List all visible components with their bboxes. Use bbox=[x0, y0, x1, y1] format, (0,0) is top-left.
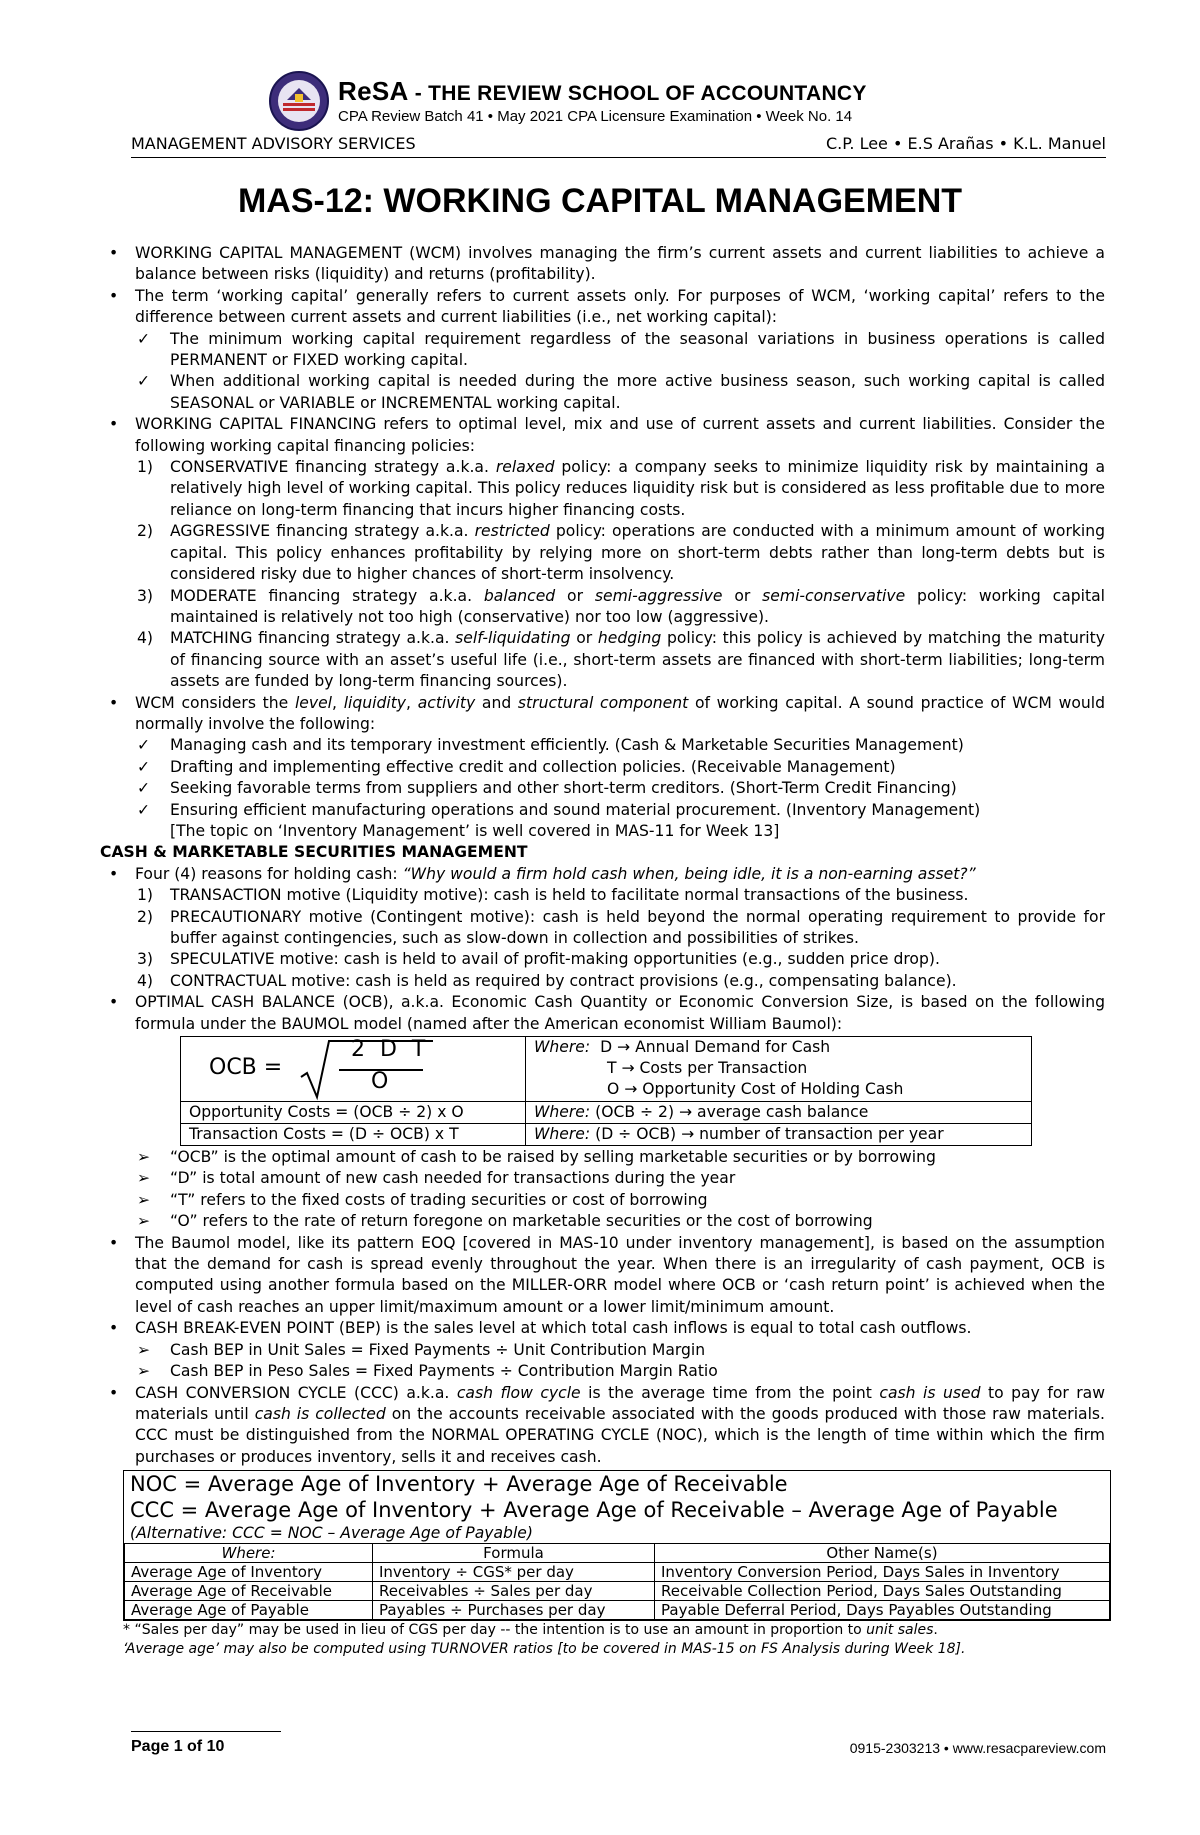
paragraph-text: “O” refers to the rate of return foregone on marketable securities or the cost of borrowing bbox=[170, 1212, 873, 1231]
list-item: • The Baumol model, like its pattern EOQ [covered in MAS-10 under inventory management], is based on the assumption that the demand for cash is spread evenly throughout the year. When there is an irregularity of cash payment, OCB is computed using another formula based on the MILLER-ORR model where OCB or ‘cash return point’ is achieved when the level of cash reaches an upper limit/maximum amount or a lower limit/minimum amount. bbox=[109, 1233, 1105, 1316]
where-label: Where: bbox=[534, 1038, 591, 1057]
note-line bbox=[135, 821, 1105, 842]
italic-run: semi-aggressive bbox=[594, 586, 723, 605]
paragraph-text: Managing cash and its temporary investment efficiently. (Cash & Marketable Securities Management) bbox=[170, 736, 964, 755]
column-header: Where: bbox=[125, 1544, 373, 1563]
italic-run: balanced bbox=[483, 586, 556, 605]
table-cell: Inventory Conversion Period, Days Sales in Inventory bbox=[655, 1563, 1110, 1582]
paragraph-text: The Baumol model, like its pattern EOQ [covered in MAS-10 under inventory management], is based on the assumption that the demand for cash is spread evenly throughout the year. When there is an irregularity of cash payment, OCB is computed using another formula based on the MILLER-ORR model where OCB or ‘cash return point’ is achieved when the level of cash reaches an upper limit/maximum amount or a lower limit/minimum amount. bbox=[135, 1233, 1105, 1316]
noc-ccc-box bbox=[123, 1470, 1111, 1621]
italic-run: relaxed bbox=[495, 458, 555, 477]
authors-label: C.P. Lee • E.S Arañas • K.L. Manuel bbox=[825, 134, 1106, 153]
list-item: • CASH BREAK-EVEN POINT (BEP) is the sales level at which total cash inflows is equal to total cash outflows. bbox=[109, 1319, 972, 1338]
paragraph-text: [The topic on ‘Inventory Management’ is well covered in MAS-11 for Week 13] bbox=[170, 821, 780, 840]
italic-run: “Why would a firm hold cash when, being idle, it is a non-earning asset?” bbox=[402, 864, 976, 883]
table-cell: Receivable Collection Period, Days Sales Outstanding bbox=[655, 1582, 1110, 1601]
table-cell: Payables ÷ Purchases per day bbox=[373, 1601, 655, 1620]
opportunity-where bbox=[526, 1102, 1032, 1124]
text-run: policy: this policy is achieved by matching the maturity of financing source with an asset’s useful life (i.e., short-term assets are financed with short-term liabilities; long-term assets are funded by long-term financing sources). bbox=[170, 629, 1105, 691]
arrow-item: ➢ “OCB” is the optimal amount of cash to be raised by selling marketable securities or by borrowing bbox=[137, 1148, 936, 1167]
batch-line: CPA Review Batch 41 • May 2021 CPA Licensure Examination • Week No. 14 bbox=[338, 108, 853, 125]
italic-run: structural component bbox=[517, 693, 689, 712]
list-item: • Four (4) reasons for holding cash: “Why would a firm hold cash when, being idle, it is a non-earning asset?” bbox=[109, 864, 976, 883]
text-run: CASH CONVERSION CYCLE (CCC) a.k.a. bbox=[135, 1383, 457, 1402]
table-row bbox=[125, 1563, 1110, 1582]
where-label: Where: bbox=[534, 1103, 591, 1122]
italic-run: semi-conservative bbox=[762, 586, 906, 605]
average-age-table bbox=[124, 1543, 1110, 1620]
arrow-item: ➢ “D” is total amount of new cash needed for transactions during the year bbox=[137, 1169, 736, 1188]
resa-logo-icon bbox=[268, 70, 330, 132]
header bbox=[268, 66, 968, 130]
text-run: or bbox=[555, 586, 595, 605]
paragraph-text: WORKING CAPITAL FINANCING refers to optimal level, mix and use of current assets and current liabilities. Consider the following working capital financing policies: bbox=[135, 415, 1105, 455]
contact-info: 0915-2303213 • www.resacpareview.com bbox=[849, 1740, 1106, 1756]
text-run: or bbox=[722, 586, 763, 605]
numbered-item: 2) AGGRESSIVE financing strategy a.k.a. restricted policy: operations are conducted with a minimum amount of working capital. This policy enhances profitability by relying more on short-term debts rather than long-term debts but is considered risky due to higher chances of short-term insolvency. bbox=[137, 522, 1106, 584]
column-header: Formula bbox=[373, 1544, 655, 1563]
check-item: ✓ The minimum working capital requirement regardless of the seasonal variations in business operations is called PERMANENT or FIXED working capital. bbox=[137, 329, 1105, 370]
text-run: . bbox=[933, 1622, 938, 1639]
transaction-where bbox=[526, 1124, 1032, 1146]
check-item: ✓ Drafting and implementing effective credit and collection policies. (Receivable Management) bbox=[137, 757, 896, 776]
ocb-denominator: O bbox=[371, 1069, 389, 1095]
check-item: ✓ Seeking favorable terms from suppliers and other short-term creditors. (Short-Term Credit Financing) bbox=[137, 779, 957, 798]
check-item: ✓ Ensuring efficient manufacturing operations and sound material procurement. (Inventory Management) bbox=[137, 800, 981, 819]
arrow-item: ➢ “T” refers to the fixed costs of trading securities or cost of borrowing bbox=[137, 1190, 708, 1209]
subheader bbox=[131, 132, 1106, 158]
italic-run: liquidity bbox=[343, 693, 407, 712]
numbered-item: 4) MATCHING financing strategy a.k.a. self-liquidating or hedging policy: this policy is achieved by matching the maturity of financing source with an asset’s useful life (i.e., short-term assets are financed with short-term liabilities; long-term assets are funded by long-term financing sources). bbox=[137, 629, 1105, 691]
text-run: * “Sales per day” may be used in lieu of CGS per day -- the intention is to use an amount in proportion to bbox=[123, 1622, 867, 1639]
text-run: on the accounts receivable associated with the goods produced with those raw materials. CCC must be distinguished from the NORMAL OPERATING CYCLE (NOC), which is the length of time within which the firm purchases or produces inventory, sells it and receives cash. bbox=[135, 1404, 1105, 1466]
paragraph-text: The term ‘working capital’ generally refers to current assets only. For purposes of WCM, ‘working capital’ refers to the difference between current assets and current liabilities (i.e., net working capital): bbox=[135, 286, 1105, 327]
text-run: , bbox=[406, 693, 418, 712]
text-run: to pay for raw materials until bbox=[135, 1383, 1105, 1423]
text-run: MODERATE financing strategy a.k.a. bbox=[170, 586, 484, 605]
paragraph-text: SPECULATIVE motive: cash is held to avail of profit-making opportunities (e.g., sudden price drop). bbox=[170, 950, 940, 969]
brand-main: ReSA bbox=[338, 76, 409, 106]
paragraph-text: “T” refers to the fixed costs of trading securities or cost of borrowing bbox=[170, 1190, 708, 1209]
arrow-item: ➢ Cash BEP in Unit Sales = Fixed Payments ÷ Unit Contribution Margin bbox=[137, 1340, 706, 1359]
table-cell: Inventory ÷ CGS* per day bbox=[373, 1563, 655, 1582]
table-cell: Receivables ÷ Sales per day bbox=[373, 1582, 655, 1601]
table-footnote bbox=[123, 1621, 1105, 1640]
trans-where-text: (D ÷ OCB) → number of transaction per year bbox=[595, 1125, 944, 1144]
list-item: • WORKING CAPITAL FINANCING refers to optimal level, mix and use of current assets and current liabilities. Consider the following working capital financing policies: bbox=[109, 415, 1105, 455]
section-heading: CASH & MARKETABLE SECURITIES MANAGEMENT bbox=[100, 843, 528, 862]
text-run: policy: operations are conducted with a minimum amount of working capital. This policy enhances profitability by relying more on short-term debts rather than long-term debts but is considered risky due to higher chances of short-term insolvency. bbox=[170, 522, 1106, 584]
numbered-item: 1) CONSERVATIVE financing strategy a.k.a. relaxed policy: a company seeks to minimize liquidity risk by maintaining a relatively high level of working capital. This policy reduces liquidity risk but is considered as less profitable due to more reliance on long-term financing that incurs higher financing costs. bbox=[137, 458, 1105, 519]
list-item: • WORKING CAPITAL MANAGEMENT (WCM) involves managing the firm’s current assets and current liabilities to achieve a balance between risks (liquidity) and returns (profitability). bbox=[109, 244, 1105, 284]
table-row bbox=[125, 1582, 1110, 1601]
footer-divider bbox=[131, 1731, 281, 1732]
text-run: is the average time from the point bbox=[580, 1383, 880, 1402]
subject-label: MANAGEMENT ADVISORY SERVICES bbox=[131, 134, 416, 153]
paragraph-text: “OCB” is the optimal amount of cash to be raised by selling marketable securities or by borrowing bbox=[170, 1148, 936, 1167]
paragraph-text: “D” is total amount of new cash needed for transactions during the year bbox=[170, 1169, 736, 1188]
text-run: , bbox=[332, 693, 344, 712]
text-run: MATCHING financing strategy a.k.a. bbox=[170, 629, 456, 648]
italic-run: cash is collected bbox=[254, 1404, 386, 1423]
italic-run: restricted bbox=[474, 522, 550, 541]
text-run: policy: working capital maintained is relatively not too high (conservative) nor too low (aggressive). bbox=[170, 586, 1105, 626]
opportunity-cost-formula: Opportunity Costs = (OCB ÷ 2) x O bbox=[181, 1102, 526, 1124]
numbered-item: 3) SPECULATIVE motive: cash is held to avail of profit-making opportunities (e.g., sudden price drop). bbox=[137, 950, 940, 969]
list-item: • WCM considers the level, liquidity, activity and structural component of working capital. A sound practice of WCM would normally involve the following: bbox=[109, 693, 1105, 733]
italic-run: cash flow cycle bbox=[456, 1383, 581, 1402]
transaction-cost-formula: Transaction Costs = (D ÷ OCB) x T bbox=[181, 1124, 526, 1146]
table-footnote: ‘Average age’ may also be computed using TURNOVER ratios [to be covered in MAS-15 on FS Analysis during Week 18]. bbox=[123, 1641, 966, 1658]
paragraph-text: Seeking favorable terms from suppliers and other short-term creditors. (Short-Term Credit Financing) bbox=[170, 779, 957, 798]
opp-where-text: (OCB ÷ 2) → average cash balance bbox=[595, 1103, 869, 1122]
italic-run: unit sales bbox=[866, 1622, 934, 1639]
check-item: ✓ When additional working capital is needed during the more active business season, such working capital is called SEASONAL or VARIABLE or INCREMENTAL working capital. bbox=[137, 372, 1105, 412]
noc-formula: NOC = Average Age of Inventory + Average Age of Receivable bbox=[130, 1472, 788, 1497]
italic-run: self-liquidating bbox=[455, 629, 571, 648]
paragraph-text: When additional working capital is needed during the more active business season, such working capital is called SEASONAL or VARIABLE or INCREMENTAL working capital. bbox=[170, 372, 1105, 412]
page-number: Page 1 of 10 bbox=[131, 1738, 225, 1755]
paragraph-text: PRECAUTIONARY motive (Contingent motive): cash is held beyond the normal operating requirement to provide for buffer against contingencies, such as slow-down in collection and possibilities of strikes. bbox=[170, 907, 1105, 947]
brand-rest: - THE REVIEW SCHOOL OF ACCOUNTANCY bbox=[408, 82, 867, 105]
check-item: ✓ Managing cash and its temporary investment efficiently. (Cash & Marketable Securities Management) bbox=[137, 736, 964, 755]
list-item: • CASH CONVERSION CYCLE (CCC) a.k.a. cash flow cycle is the average time from the point cash is used to pay for raw materials until cash is collected on the accounts receivable associated with the goods produced with those raw materials. CCC must be distinguished from the NORMAL OPERATING CYCLE (NOC), which is the length of time within which the firm purchases or produces inventory, sells it and receives cash. bbox=[109, 1383, 1105, 1466]
table-cell: Average Age of Payable bbox=[125, 1601, 373, 1620]
paragraph-text: CASH BREAK-EVEN POINT (BEP) is the sales level at which total cash inflows is equal to total cash outflows. bbox=[135, 1319, 972, 1338]
body-content bbox=[100, 243, 1106, 1659]
paragraph-text: Ensuring efficient manufacturing operations and sound material procurement. (Inventory Management) bbox=[170, 800, 981, 819]
ocb-formula-cell bbox=[181, 1037, 526, 1102]
where-cell bbox=[526, 1037, 1032, 1102]
where-d: D → Annual Demand for Cash bbox=[600, 1038, 831, 1057]
text-run: WCM considers the bbox=[135, 693, 295, 712]
column-header: Other Name(s) bbox=[655, 1544, 1110, 1563]
where-o: O → Opportunity Cost of Holding Cash bbox=[607, 1080, 904, 1099]
numbered-item: 2) PRECAUTIONARY motive (Contingent motive): cash is held beyond the normal operating requirement to provide for buffer against contingencies, such as slow-down in collection and possibilities of strikes. bbox=[137, 907, 1105, 947]
table-row bbox=[125, 1601, 1110, 1620]
arrow-item: ➢ Cash BEP in Peso Sales = Fixed Payments ÷ Contribution Margin Ratio bbox=[137, 1362, 718, 1381]
text-run: or bbox=[570, 629, 598, 648]
italic-run: hedging bbox=[597, 629, 662, 648]
ocb-formula-table bbox=[180, 1036, 1032, 1146]
numbered-item: 3) MODERATE financing strategy a.k.a. balanced or semi-aggressive or semi-conservative policy: working capital maintained is relatively not too high (conservative) nor too low (aggressive). bbox=[137, 586, 1105, 626]
paragraph-text: OPTIMAL CASH BALANCE (OCB), a.k.a. Economic Cash Quantity or Economic Conversion Size, is based on the following formula under the BAUMOL model (named after the American economist William Baumol): bbox=[135, 993, 1105, 1033]
paragraph-text: Cash BEP in Unit Sales = Fixed Payments ÷ Unit Contribution Margin bbox=[170, 1340, 706, 1359]
paragraph-text: Drafting and implementing effective credit and collection policies. (Receivable Management) bbox=[170, 757, 896, 776]
table-cell: Average Age of Receivable bbox=[125, 1582, 373, 1601]
page-title: MAS-12: WORKING CAPITAL MANAGEMENT bbox=[237, 182, 963, 220]
paragraph-text: The minimum working capital requirement regardless of the seasonal variations in business operations is called PERMANENT or FIXED working capital. bbox=[170, 329, 1105, 370]
where-label: Where: bbox=[534, 1125, 591, 1144]
italic-run: cash is used bbox=[879, 1383, 981, 1402]
table-header-row bbox=[125, 1544, 1110, 1563]
ccc-formula: CCC = Average Age of Inventory + Average Age of Receivable – Average Age of Payable bbox=[130, 1498, 1058, 1523]
brand-title bbox=[338, 76, 867, 107]
where-t: T → Costs per Transaction bbox=[607, 1059, 808, 1078]
text-run: policy: a company seeks to minimize liquidity risk by maintaining a relatively high level of working capital. This policy reduces liquidity risk but is considered as less profitable due to more reliance on long-term financing that incurs higher financing costs. bbox=[170, 458, 1105, 519]
table-cell: Payable Deferral Period, Days Payables Outstanding bbox=[655, 1601, 1110, 1620]
paragraph-text: CONTRACTUAL motive: cash is held as required by contract provisions (e.g., compensating balance). bbox=[170, 971, 957, 990]
italic-run: level bbox=[294, 693, 333, 712]
ocb-numerator: 2 D T bbox=[351, 1037, 430, 1063]
italic-run: activity bbox=[417, 693, 476, 712]
list-item: • OPTIMAL CASH BALANCE (OCB), a.k.a. Economic Cash Quantity or Economic Conversion Size, is based on the following formula under the BAUMOL model (named after the American economist William Baumol): bbox=[109, 993, 1105, 1033]
ccc-alternative: (Alternative: CCC = NOC – Average Age of Payable) bbox=[130, 1524, 533, 1543]
text-run: Four (4) reasons for holding cash: bbox=[135, 864, 403, 883]
numbered-item: 4) CONTRACTUAL motive: cash is held as required by contract provisions (e.g., compensating balance). bbox=[137, 971, 957, 990]
paragraph-text: Cash BEP in Peso Sales = Fixed Payments ÷ Contribution Margin Ratio bbox=[170, 1362, 718, 1381]
text-run: AGGRESSIVE financing strategy a.k.a. bbox=[170, 522, 475, 541]
text-run: and bbox=[475, 693, 518, 712]
paragraph-text: WORKING CAPITAL MANAGEMENT (WCM) involves managing the firm’s current assets and current liabilities to achieve a balance between risks (liquidity) and returns (profitability). bbox=[135, 244, 1105, 284]
numbered-item: 1) TRANSACTION motive (Liquidity motive): cash is held to facilitate normal transactions of the business. bbox=[137, 886, 969, 905]
list-item: • The term ‘working capital’ generally refers to current assets only. For purposes of WCM, ‘working capital’ refers to the difference between current assets and current liabilities (i.e., net working capital): bbox=[109, 286, 1105, 327]
ocb-label: OCB = bbox=[209, 1055, 283, 1081]
text-run: CONSERVATIVE financing strategy a.k.a. bbox=[170, 458, 496, 477]
text-run: of working capital. A sound practice of WCM would normally involve the following: bbox=[135, 693, 1105, 733]
table-cell: Average Age of Inventory bbox=[125, 1563, 373, 1582]
paragraph-text: TRANSACTION motive (Liquidity motive): cash is held to facilitate normal transactions of the business. bbox=[170, 886, 969, 905]
arrow-item: ➢ “O” refers to the rate of return foregone on marketable securities or the cost of borrowing bbox=[137, 1212, 873, 1231]
